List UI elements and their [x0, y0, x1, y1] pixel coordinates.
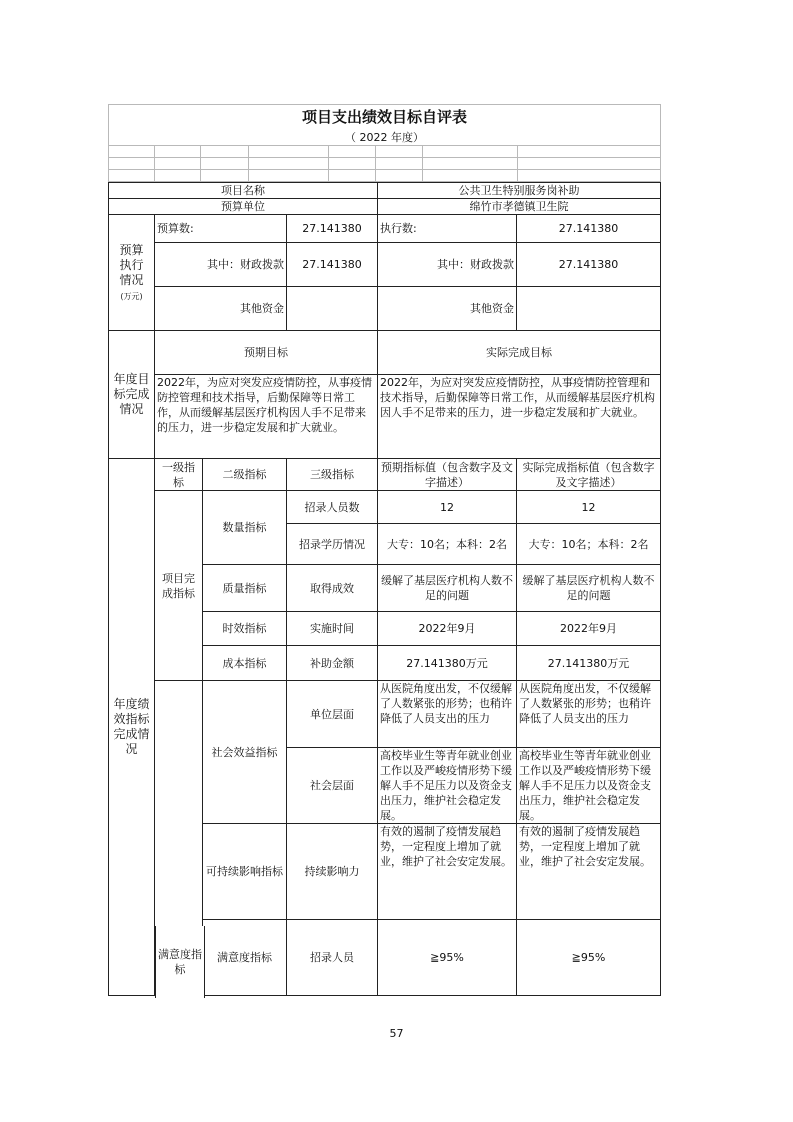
goal-section-label: 年度目标完成情况: [109, 331, 155, 459]
recruit-count-label: 招录人员数: [287, 491, 378, 524]
exec-amount-value: 27.141380: [517, 215, 661, 243]
unit-level-actual: 从医院角度出发，不仅缓解了人数紧张的形势；也稍许降低了人员支出的压力: [517, 681, 661, 748]
expected-goal-header: 预期目标: [155, 331, 378, 375]
budget-unit-label: 预算单位: [109, 199, 378, 215]
satisfaction-group-label: 满意度指标: [155, 926, 205, 998]
satisfaction-expected: ≧95%: [378, 920, 517, 996]
budget-unit-note: (万元): [120, 291, 143, 301]
sustain-expected: 有效的遏制了疫情发展趋势，一定程度上增加了就业，维护了社会安定发展。: [378, 824, 517, 920]
actual-goal-header: 实际完成目标: [378, 331, 661, 375]
quality-indicator: 质量指标: [203, 565, 287, 612]
fiscal-exec-label: 其中：财政拨款: [378, 243, 517, 287]
evaluation-sheet: [108, 104, 660, 996]
quantity-indicator: 数量指标: [203, 491, 287, 565]
other-exec-label: 其他资金: [378, 287, 517, 331]
result-label: 取得成效: [287, 565, 378, 612]
education-expected: 大专：10名；本科：2名: [378, 524, 517, 565]
satisfaction-indicator: 满意度指标: [203, 920, 287, 996]
project-name-value: 公共卫生特别服务岗补助: [378, 183, 661, 199]
expected-goal-text: 2022年，为应对突发应疫情防控，从事疫情防控管理和技术指导，后勤保障等日常工作，从而缓解基层医疗机构因人手不足带来的压力，进一步稳定发展和扩大就业。: [155, 375, 378, 459]
education-label: 招录学历情况: [287, 524, 378, 565]
fiscal-budget-value: 27.141380: [287, 243, 378, 287]
time-expected: 2022年9月: [378, 612, 517, 646]
education-actual: 大专：10名；本科：2名: [517, 524, 661, 565]
cost-label: 补助金额: [287, 646, 378, 681]
society-level-actual: 高校毕业生等青年就业创业工作以及严峻疫情形势下缓解人手不足压力以及资金支出压力，维护社会稳定发展。: [517, 748, 661, 824]
header-expected: 预期指标值（包含数字及文字描述）: [378, 459, 517, 491]
page-number: 57: [389, 1027, 404, 1040]
social-benefit-indicator: 社会效益指标: [203, 681, 287, 824]
header-level2: 二级指标: [203, 459, 287, 491]
cost-expected: 27.141380万元: [378, 646, 517, 681]
cost-actual: 27.141380万元: [517, 646, 661, 681]
group-project-completion: 项目完成指标: [155, 491, 203, 681]
other-exec-value: [517, 287, 661, 331]
main-table: [108, 182, 661, 996]
header-actual: 实际完成指标值（包含数字及文字描述）: [517, 459, 661, 491]
society-level-expected: 高校毕业生等青年就业创业工作以及严峻疫情形势下缓解人手不足压力以及资金支出压力，维护社会稳定发展。: [378, 748, 517, 824]
time-actual: 2022年9月: [517, 612, 661, 646]
other-budget-value: [287, 287, 378, 331]
header-level1: 一级指标: [155, 459, 203, 491]
sustainable-indicator: 可持续影响指标: [203, 824, 287, 920]
recruit-count-expected: 12: [378, 491, 517, 524]
satisfaction-label: 招录人员: [287, 920, 378, 996]
recruit-count-actual: 12: [517, 491, 661, 524]
timeliness-indicator: 时效指标: [203, 612, 287, 646]
satisfaction-actual: ≧95%: [517, 920, 661, 996]
budget-amount-label: 预算数:: [155, 215, 287, 243]
fiscal-exec-value: 27.141380: [517, 243, 661, 287]
header-grid: [108, 104, 661, 182]
result-actual: 缓解了基层医疗机构人数不足的问题: [517, 565, 661, 612]
actual-goal-text: 2022年，为应对突发应疫情防控，从事疫情防控管理和技术指导，后勤保障等日常工作，从而缓解基层医疗机构因人手不足带来的压力，进一步稳定发展和扩大就业。: [378, 375, 661, 459]
result-expected: 缓解了基层医疗机构人数不足的问题: [378, 565, 517, 612]
sheet-title: 项目支出绩效目标自评表: [109, 105, 661, 130]
cost-indicator: 成本指标: [203, 646, 287, 681]
budget-section-label: 预算 执行 情况 (万元): [109, 215, 155, 331]
unit-level-expected: 从医院角度出发，不仅缓解了人数紧张的形势；也稍许降低了人员支出的压力: [378, 681, 517, 748]
sustain-actual: 有效的遏制了疫情发展趋势，一定程度上增加了就业，维护了社会安定发展。: [517, 824, 661, 920]
time-label: 实施时间: [287, 612, 378, 646]
sustain-label: 持续影响力: [287, 824, 378, 920]
indicator-section-label: 年度绩效指标完成情况: [109, 459, 155, 996]
exec-amount-label: 执行数:: [378, 215, 517, 243]
budget-amount-value: 27.141380: [287, 215, 378, 243]
header-level3: 三级指标: [287, 459, 378, 491]
fiscal-budget-label: 其中：财政拨款: [155, 243, 287, 287]
unit-level-label: 单位层面: [287, 681, 378, 748]
sheet-year: （ 2022 年度）: [109, 129, 661, 146]
other-budget-label: 其他资金: [155, 287, 287, 331]
project-name-label: 项目名称: [109, 183, 378, 199]
society-level-label: 社会层面: [287, 748, 378, 824]
budget-unit-value: 绵竹市孝德镇卫生院: [378, 199, 661, 215]
